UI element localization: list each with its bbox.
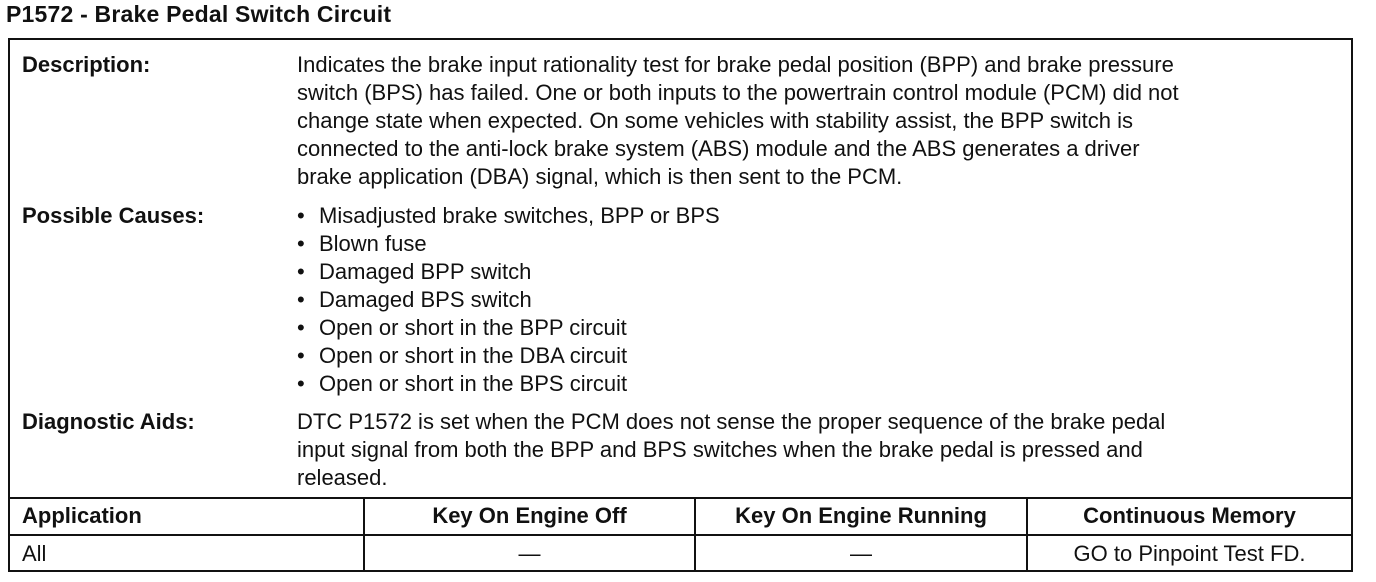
- description-label: Description:: [22, 52, 151, 77]
- possible-causes-label: Possible Causes:: [22, 203, 205, 228]
- diagnostic-aids-line: input signal from both the BPP and BPS switches when the brake pedal is pressed and: [297, 437, 1143, 462]
- diagnostic-aids-line: released.: [297, 465, 388, 490]
- cell-application: All: [22, 541, 47, 566]
- dtc-table: [8, 38, 1353, 572]
- cell-key-on-engine-running: —: [850, 541, 872, 566]
- cause-item: • Open or short in the DBA circuit: [297, 342, 1347, 370]
- cause-item: • Blown fuse: [297, 230, 1347, 258]
- cause-item: • Open or short in the BPP circuit: [297, 314, 1347, 342]
- page-title: P1572 - Brake Pedal Switch Circuit: [6, 1, 392, 27]
- header-key-on-engine-running: Key On Engine Running: [735, 503, 987, 528]
- table-header-divider: [10, 534, 1351, 536]
- description-line: brake application (DBA) signal, which is then sent to the PCM.: [297, 164, 903, 189]
- description-line: switch (BPS) has failed. One or both inputs to the powertrain control module (PCM) did not: [297, 80, 1179, 105]
- header-key-on-engine-off: Key On Engine Off: [432, 503, 627, 528]
- possible-causes-list: [297, 202, 1347, 398]
- description-line: Indicates the brake input rationality test for brake pedal position (BPP) and brake pressure: [297, 52, 1174, 77]
- description-line: change state when expected. On some vehicles with stability assist, the BPP switch is: [297, 108, 1133, 133]
- cause-item: • Open or short in the BPS circuit: [297, 370, 1347, 398]
- cell-continuous-memory: GO to Pinpoint Test FD.: [1073, 541, 1306, 566]
- cause-item: • Damaged BPP switch: [297, 258, 1347, 286]
- description-text: [297, 51, 1347, 191]
- header-continuous-memory: Continuous Memory: [1083, 503, 1296, 528]
- diagnostic-aids-label: Diagnostic Aids:: [22, 409, 195, 434]
- cell-key-on-engine-off: —: [518, 541, 541, 566]
- cause-item: • Damaged BPS switch: [297, 286, 1347, 314]
- header-application: Application: [22, 503, 142, 528]
- diagnostic-aids-text: [297, 408, 1347, 492]
- description-line: connected to the anti-lock brake system (ABS) module and the ABS generates a driver: [297, 136, 1140, 161]
- diagnostic-aids-line: DTC P1572 is set when the PCM does not sense the proper sequence of the brake pedal: [297, 409, 1166, 434]
- cause-item: • Misadjusted brake switches, BPP or BPS: [297, 202, 1347, 230]
- table-divider: [10, 497, 1351, 499]
